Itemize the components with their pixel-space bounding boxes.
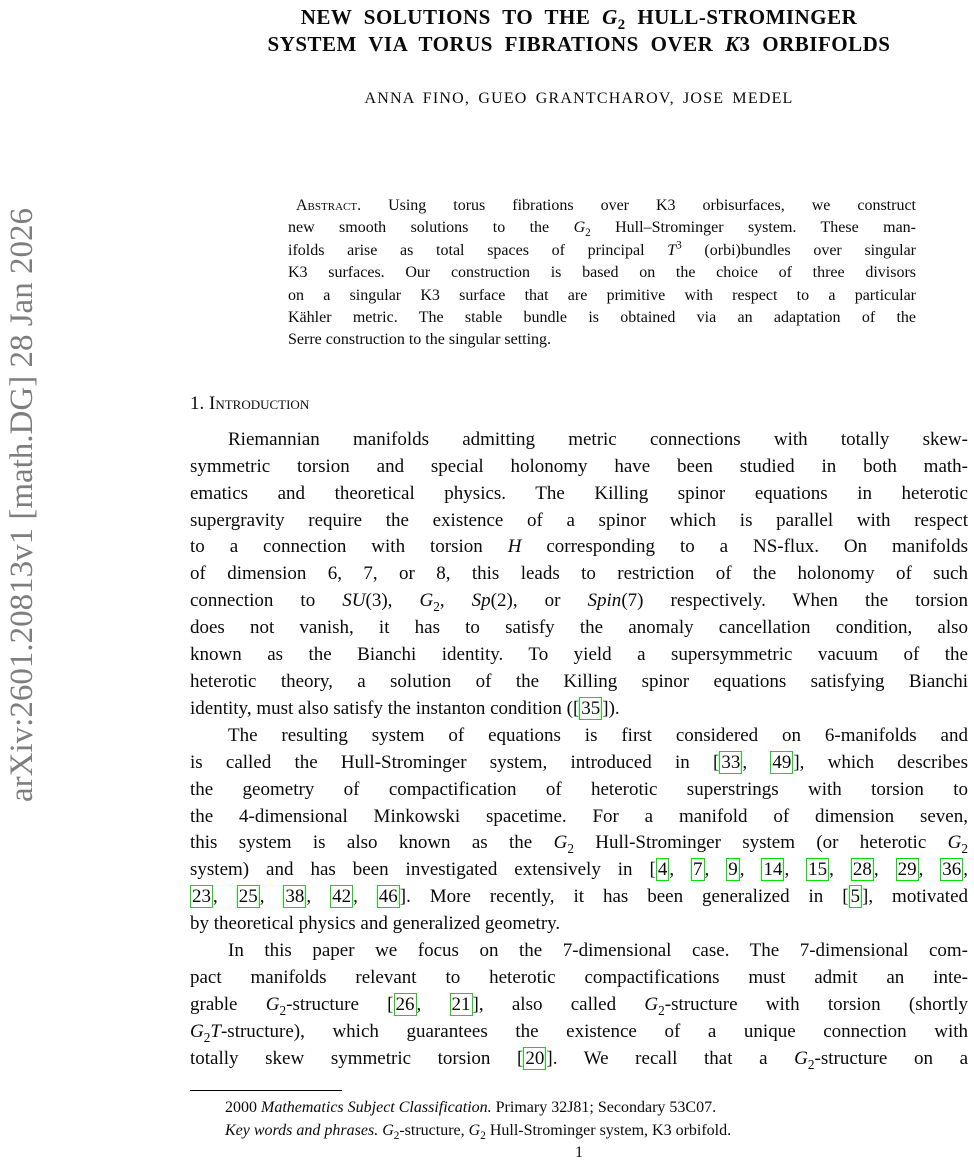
math-italic: G: [573, 219, 586, 237]
math-italic: G: [382, 1121, 394, 1139]
text-run: the geometry of compactification of heterotic superstrings with torsion to: [190, 778, 968, 800]
text-run: ], motivated: [862, 886, 969, 908]
text-run: ,: [739, 859, 762, 881]
smallcaps-text: Abstract.: [296, 197, 362, 214]
citation-link[interactable]: 46: [378, 886, 398, 908]
section-heading: [190, 393, 968, 415]
math-italic: G: [553, 832, 568, 854]
text-run: -structure on a: [814, 1047, 969, 1069]
text-run: grable: [190, 993, 266, 1015]
citation-link[interactable]: 29: [897, 859, 917, 881]
text-run: -structure), which guarantees the existence of a unique connection with: [220, 1020, 968, 1042]
subscript: 2: [961, 841, 968, 857]
text-line: [190, 1046, 968, 1073]
subscript: 2: [203, 1029, 211, 1045]
text-line: [288, 217, 916, 239]
text-line: [190, 777, 968, 804]
text-run: HULL-STROMINGER: [625, 5, 858, 29]
text-run: is called the Hull-Strominger system, introduced in [: [190, 751, 720, 773]
text-run: -structure [: [286, 993, 394, 1015]
arxiv-watermark: [2, 118, 42, 892]
text-run: (7) respectively. When the torsion: [621, 590, 969, 612]
text-line: [288, 262, 916, 284]
text-line: [190, 481, 968, 508]
page-number: 1: [575, 1143, 583, 1161]
text-run: Riemannian manifolds admitting metric connections with totally skew-: [228, 428, 968, 450]
subscript: 2: [433, 599, 440, 615]
text-run: new smooth solutions to the: [288, 219, 574, 237]
text-run: the 4-dimensional Minkowski spacetime. For a manifold of dimension seven,: [190, 805, 968, 827]
text-run: ,: [918, 859, 941, 881]
citation-link[interactable]: 26: [395, 993, 415, 1015]
citation-link[interactable]: 21: [451, 993, 471, 1015]
citation-link[interactable]: 20: [525, 1047, 545, 1069]
math-italic: G: [644, 993, 659, 1015]
citation-link[interactable]: 4: [657, 859, 668, 881]
subscript: 2: [279, 1002, 287, 1018]
text-run: Kähler metric. The stable bundle is obtained via an adaptation of the: [288, 309, 916, 327]
text-run: Hull–Strominger system. These man-: [590, 219, 916, 237]
text-run: supergravity require the existence of a spinor which is parallel with respect: [190, 509, 968, 531]
text-line: [190, 642, 968, 669]
citation-link[interactable]: 33: [721, 751, 741, 773]
text-line: [190, 588, 968, 615]
subscript: 2: [480, 1129, 486, 1142]
citation-link[interactable]: 9: [728, 859, 738, 881]
text-line: [288, 240, 916, 262]
text-line: [288, 329, 916, 351]
text-run: The resulting system of equations is first considered on 6-manifolds and: [228, 724, 968, 746]
text-line: [190, 857, 968, 884]
subscript: 2: [658, 1002, 665, 1018]
text-line: [190, 393, 968, 415]
citation-link[interactable]: 28: [852, 859, 872, 881]
citation-link[interactable]: 15: [808, 859, 828, 881]
abstract-block: [288, 195, 916, 352]
text-run: does not vanish, it has to satisfy the anomaly cancellation condition, also: [190, 617, 968, 639]
citation-link[interactable]: 35: [581, 697, 601, 719]
paragraph: [190, 938, 968, 1073]
text-run: Hull-Strominger system (or heterotic: [573, 832, 948, 854]
authors-line: ANNA FINO, GUEO GRANTCHAROV, JOSE MEDEL: [364, 90, 794, 107]
text-line: [190, 696, 968, 723]
text-line: [190, 31, 968, 58]
text-run: ,: [669, 859, 692, 881]
math-italic: G: [794, 1047, 808, 1069]
text-run: ,: [784, 859, 807, 881]
footnote-rule: [190, 1090, 342, 1091]
text-run: ]).: [602, 697, 620, 719]
text-run: corresponding to a NS-flux. On manifolds: [521, 536, 968, 558]
text-run: ], which describes: [793, 751, 968, 773]
text-line: [190, 1096, 968, 1119]
text-run: ,: [306, 886, 331, 908]
text-line: [288, 195, 916, 217]
text-run: ,: [439, 590, 472, 612]
text-run: ,: [353, 886, 377, 908]
text-run: -structure with torsion (shortly: [664, 993, 968, 1015]
text-run: ,: [742, 751, 771, 773]
text-run: K3 surfaces. Our construction is based on the choice of three divisors: [288, 264, 916, 282]
text-run: ,: [259, 886, 284, 908]
text-line: [190, 534, 968, 561]
subscript: 2: [617, 17, 626, 34]
text-run: 2000: [225, 1098, 261, 1116]
text-run: Using torus fibrations over K3 orbisurfaces, we construct: [361, 197, 916, 214]
text-run: identity, must also satisfy the instanton condition ([: [190, 697, 580, 719]
text-line: [190, 1119, 968, 1142]
text-line: [190, 508, 968, 535]
text-line: [190, 938, 968, 965]
text-run: ematics and theoretical physics. The Killing spinor equations in heterotic: [190, 482, 968, 504]
text-line: [190, 669, 968, 696]
text-run: pact manifolds relevant to heterotic compactifications must admit an inte-: [190, 966, 968, 988]
text-line: [190, 911, 968, 938]
math-italic: G: [947, 832, 962, 854]
text-run: (2), or: [490, 590, 588, 612]
subscript: 2: [567, 841, 574, 857]
text-line: [190, 965, 968, 992]
subscript: 2: [807, 1056, 815, 1072]
citation-link[interactable]: 7: [693, 859, 703, 881]
text-run: to a connection with torsion: [190, 536, 508, 558]
text-line: [288, 307, 916, 329]
text-run: ,: [829, 859, 851, 881]
text-column: [190, 0, 968, 1162]
text-run: by theoretical physics and generalized geometry.: [190, 913, 561, 935]
arxiv-watermark-label: arXiv:2601.20813v1 [math.DG] 28 Jan 2026: [4, 208, 40, 802]
text-run: ,: [213, 886, 237, 908]
text-line: [288, 285, 916, 307]
math-italic: SU: [342, 590, 366, 612]
math-italic: H: [507, 536, 522, 558]
math-italic: T: [210, 1020, 221, 1042]
citation-link[interactable]: 23: [192, 886, 211, 908]
text-run: -structure,: [399, 1121, 469, 1139]
text-run: Serre construction to the singular setting.: [288, 331, 552, 349]
text-run: ,: [873, 859, 896, 881]
citation-link[interactable]: 38: [285, 886, 305, 908]
text-run: of dimension 6, 7, or 8, this leads to restriction of the holonomy of such: [190, 563, 968, 585]
smallcaps-text: Introduction: [209, 392, 310, 414]
citation-link[interactable]: 5: [850, 886, 861, 908]
text-line: [190, 615, 968, 642]
text-run: totally skew symmetric torsion [: [190, 1047, 524, 1069]
text-line: [190, 561, 968, 588]
text-run: this system is also known as the: [190, 832, 554, 854]
text-run: SYSTEM VIA TORUS FIBRATIONS OVER: [267, 32, 725, 56]
text-line: [190, 804, 968, 831]
text-line: [190, 830, 968, 857]
text-run: (3),: [365, 590, 420, 612]
citation-link[interactable]: 36: [942, 859, 962, 881]
math-italic: G: [190, 1020, 204, 1042]
paragraph: [190, 723, 968, 938]
text-run: symmetric torsion and special holonomy have been studied in both math-: [190, 455, 968, 477]
math-italic: Key words and phrases.: [225, 1121, 379, 1139]
citation-link[interactable]: 49: [772, 751, 792, 773]
text-run: ]. More recently, it has been generalized in [: [399, 886, 849, 908]
paragraph: [190, 427, 968, 723]
citation-link[interactable]: 14: [763, 859, 783, 881]
text-line: [190, 723, 968, 750]
math-italic: Sp: [471, 590, 491, 612]
math-italic: Spin: [587, 590, 622, 612]
text-line: [190, 884, 968, 911]
subscript: 2: [585, 227, 591, 240]
math-italic: G: [602, 5, 618, 29]
paper-title: [190, 4, 968, 58]
text-run: Hull-Strominger system, K3 orbifold.: [485, 1121, 732, 1139]
citation-link[interactable]: 42: [332, 886, 352, 908]
text-run: ,: [416, 993, 450, 1015]
superscript: 3: [676, 239, 682, 252]
text-run: (orbi)bundles over singular: [681, 241, 916, 259]
text-line: [190, 454, 968, 481]
text-run: heterotic theory, a solution of the Killing spinor equations satisfying Bianchi: [190, 671, 968, 692]
text-run: known as the Bianchi identity. To yield a supersymmetric vacuum of the: [190, 644, 968, 666]
text-run: NEW SOLUTIONS TO THE: [300, 5, 603, 29]
citation-link[interactable]: 25: [238, 886, 258, 908]
text-run: ]. We recall that a: [546, 1047, 795, 1069]
math-italic: G: [468, 1121, 481, 1139]
text-line: [190, 427, 968, 454]
text-run: ], also called: [472, 993, 645, 1015]
text-line: [190, 992, 968, 1019]
text-run: 3 ORBIFOLDS: [739, 32, 891, 56]
footnote-block: [190, 1096, 968, 1142]
text-line: [190, 4, 968, 34]
text-run: In this paper we focus on the 7-dimensional case. The 7-dimensional com-: [228, 940, 968, 962]
math-italic: Mathematics Subject Classification.: [261, 1098, 492, 1116]
text-run: system) and has been investigated extensively in [: [190, 859, 656, 881]
math-italic: T: [667, 241, 677, 259]
text-run: ,: [963, 859, 969, 881]
math-italic: K: [725, 32, 740, 56]
text-run: ,: [704, 859, 727, 881]
subscript: 2: [393, 1129, 400, 1142]
text-run: on a singular K3 surface that are primitive with respect to a particular: [288, 286, 916, 304]
text-run: Primary 32J81; Secondary 53C07.: [491, 1098, 717, 1116]
math-italic: G: [419, 590, 434, 612]
text-run: 1.: [190, 392, 209, 414]
math-italic: G: [265, 993, 280, 1015]
text-run: ifolds arise as total spaces of principal: [288, 241, 668, 259]
body-text: [190, 427, 968, 1073]
text-line: [190, 750, 968, 777]
text-line: [190, 1019, 968, 1046]
text-run: connection to: [190, 590, 343, 612]
